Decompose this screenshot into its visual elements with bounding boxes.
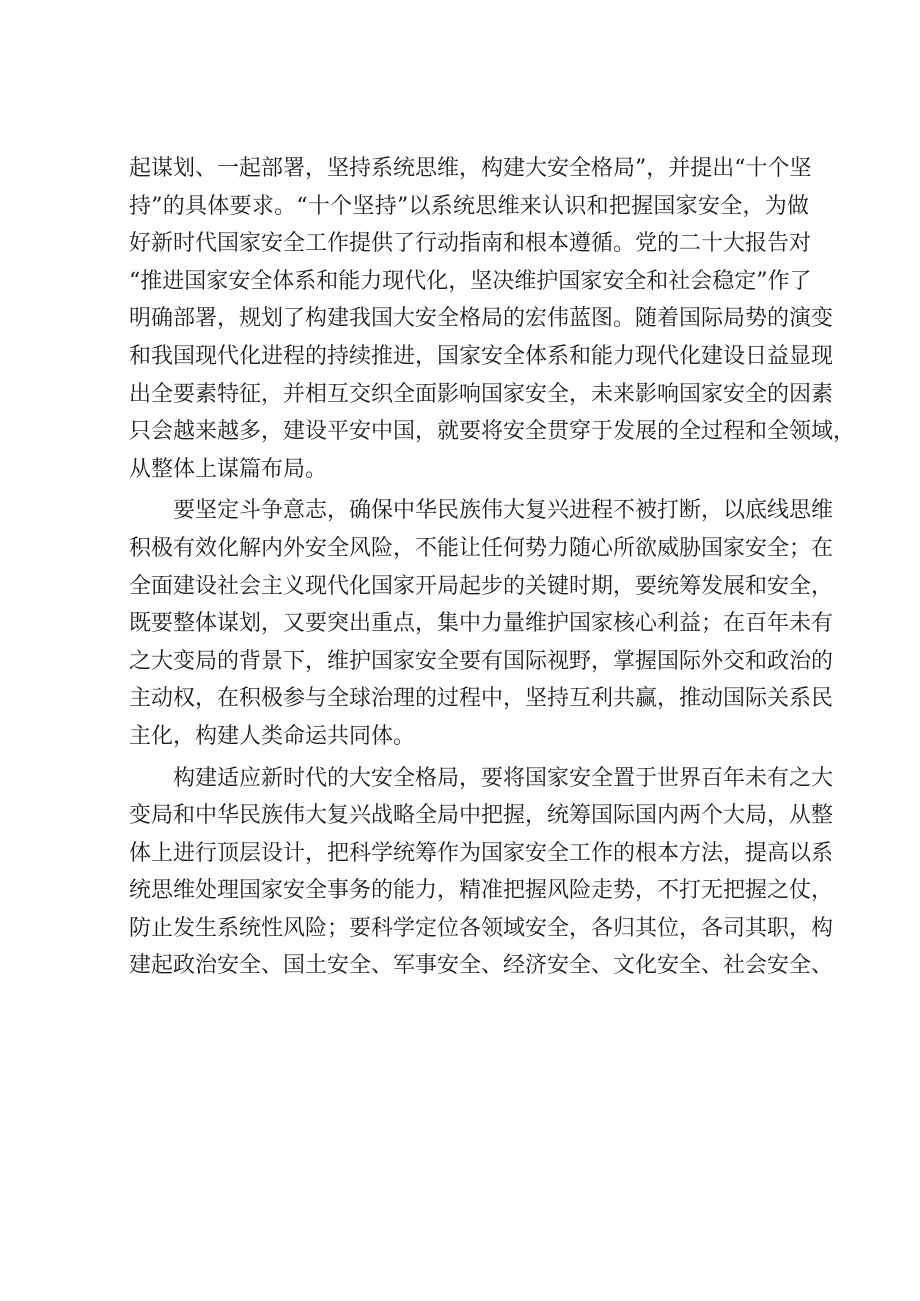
- paragraph-3: [129, 760, 834, 986]
- text-line: 要坚定斗争意志，确保中华民族伟大复兴进程不被打断，以底线思维: [129, 498, 834, 524]
- text-line: 持”的具体要求。“十个坚持”以系统思维来认识和把握国家安全，为做: [129, 193, 809, 219]
- text-line: 出全要素特征，并相互交织全面影响国家安全，未来影响国家安全的因素: [129, 381, 834, 407]
- text-line: 只会越来越多，建设平安中国，就要将安全贯穿于发展的全过程和全领域，: [129, 419, 856, 445]
- text-line: 统思维处理国家安全事务的能力，精准把握风险走势，不打无把握之仗，: [129, 878, 834, 904]
- text-line: 好新时代国家安全工作提供了行动指南和根本遵循。党的二十大报告对: [129, 231, 812, 257]
- text-line: 从整体上谋篇布局。: [129, 456, 328, 482]
- paragraph-1: [129, 150, 856, 488]
- text-line: 体上进行顶层设计，把科学统筹作为国家安全工作的根本方法，提高以系: [129, 840, 834, 866]
- text-line: 主动权，在积极参与全球治理的过程中，坚持互利共赢，推动国际关系民: [129, 686, 834, 712]
- text-line: 既要整体谋划，又要突出重点，集中力量维护国家核心利益；在百年未有: [129, 611, 834, 637]
- text-line: 变局和中华民族伟大复兴战略全局中把握，统筹国际国内两个大局，从整: [129, 803, 834, 829]
- text-line: 防止发生系统性风险；要科学定位各领域安全，各归其位，各司其职，构: [129, 915, 834, 941]
- text-line: 主化，构建人类命运共同体。: [129, 723, 416, 749]
- text-line: “推进国家安全体系和能力现代化，坚决维护国家安全和社会稳定”作了: [129, 268, 812, 294]
- text-line: 明确部署，规划了构建我国大安全格局的宏伟蓝图。随着国际局势的演变: [129, 306, 834, 332]
- body-text: [129, 150, 856, 989]
- text-line: 和我国现代化进程的持续推进，国家安全体系和能力现代化建设日益显现: [129, 343, 834, 369]
- text-line: 建起政治安全、国土安全、军事安全、经济安全、文化安全、社会安全、: [129, 953, 834, 979]
- text-line: 之大变局的背景下，维护国家安全要有国际视野，掌握国际外交和政治的: [129, 648, 834, 674]
- paragraph-2: [129, 492, 834, 755]
- text-line: 积极有效化解内外安全风险，不能让任何势力随心所欲威胁国家安全；在: [129, 535, 834, 561]
- text-line: 起谋划、一起部署，坚持系统思维，构建大安全格局”，并提出“十个坚: [129, 156, 812, 181]
- text-line: 全面建设社会主义现代化国家开局起步的关键时期，要统筹发展和安全，: [129, 573, 834, 599]
- text-line: 构建适应新时代的大安全格局，要将国家安全置于世界百年未有之大: [129, 765, 834, 791]
